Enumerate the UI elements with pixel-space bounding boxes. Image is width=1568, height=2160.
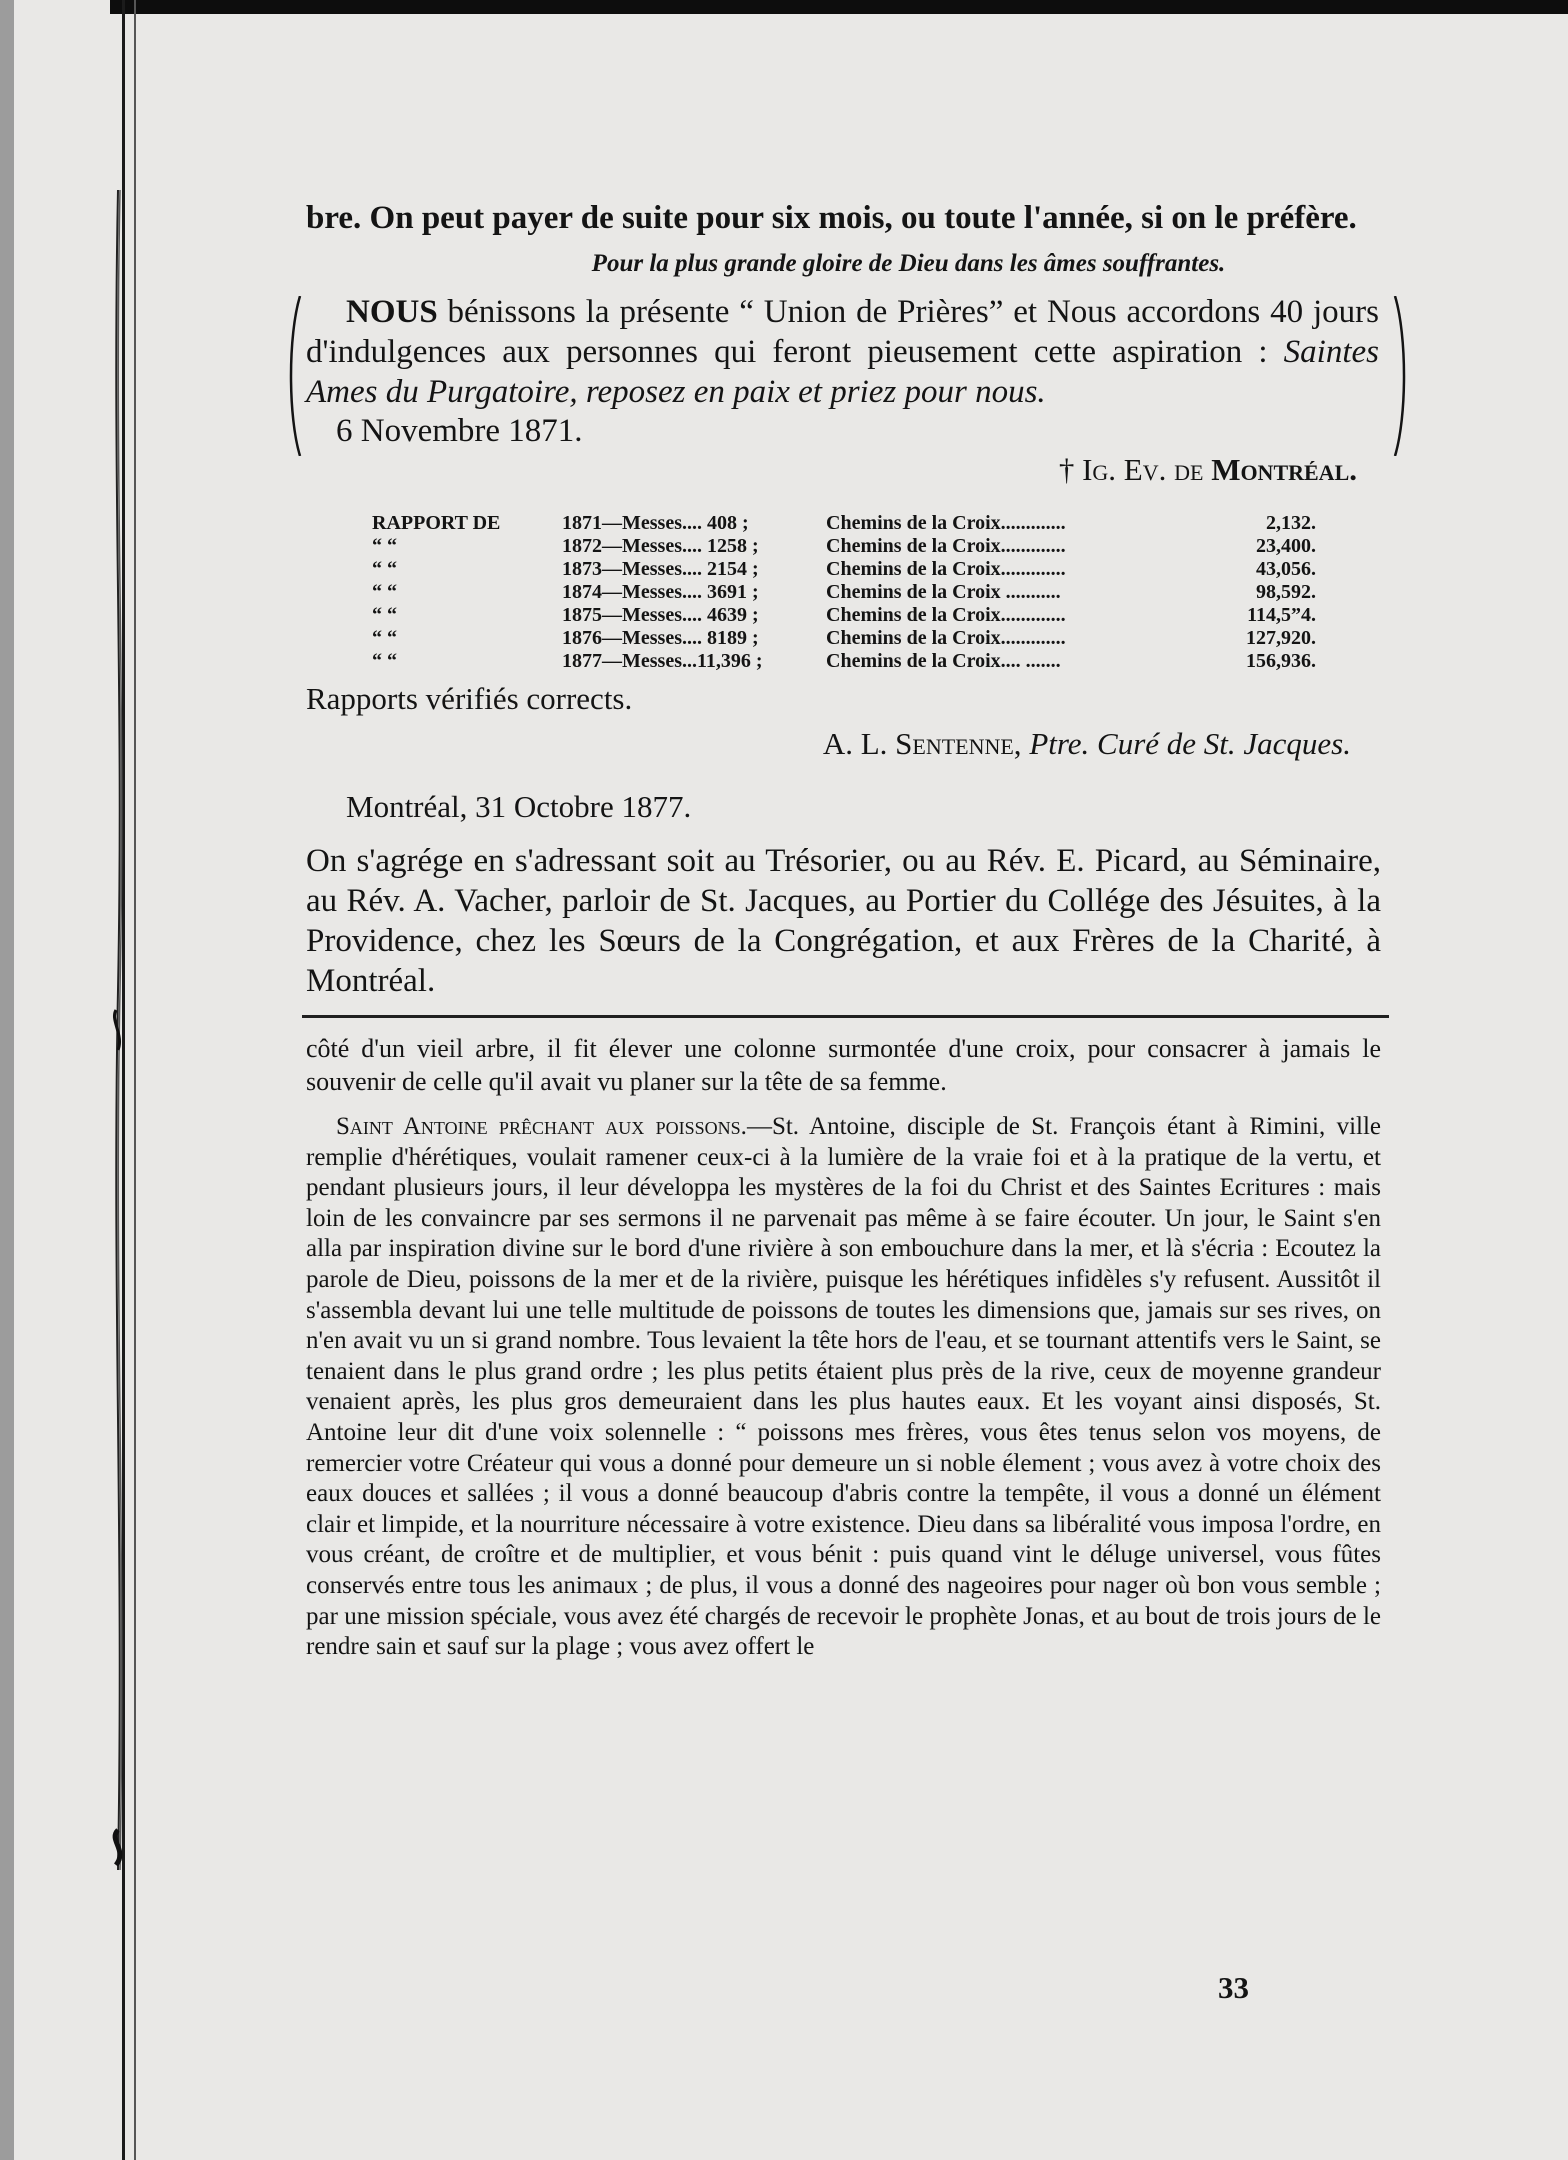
report-chemins: Chemins de la Croix............. xyxy=(826,558,1066,580)
cross-icon: † xyxy=(1058,452,1075,487)
signature-name: Montréal. xyxy=(1211,452,1357,487)
report-row xyxy=(372,604,1316,627)
report-label: “ “ xyxy=(372,581,397,603)
curate-signature xyxy=(306,723,1351,765)
report-chemins: Chemins de la Croix............. xyxy=(826,604,1066,626)
report-messes: 1871—Messes.... 408 ; xyxy=(562,512,749,534)
story-paragraph xyxy=(306,1112,1381,1663)
report-label: “ “ xyxy=(372,535,397,557)
left-bracket xyxy=(288,296,302,456)
report-value: 114,5”4. xyxy=(1247,604,1316,626)
blessing-lead: NOUS xyxy=(346,294,438,330)
scan-top-border xyxy=(110,0,1568,14)
report-messes: 1876—Messes.... 8189 ; xyxy=(562,627,759,649)
report-chemins: Chemins de la Croix ........... xyxy=(826,581,1061,603)
report-chemins: Chemins de la Croix............. xyxy=(826,535,1066,557)
story-intro: côté d'un vieil arbre, il fit élever une colonne surmontée d'une croix, pour consacrer à jamais le souvenir de celle qu'il avait vu planer sur la tête de sa femme. xyxy=(306,1034,1381,1096)
report-row xyxy=(372,581,1316,604)
signer-name: A. L. Sentenne, xyxy=(822,726,1022,761)
report-value: 2,132. xyxy=(1266,512,1316,534)
report-chemins: Chemins de la Croix.... ....... xyxy=(826,650,1061,672)
report-value: 98,592. xyxy=(1256,581,1316,603)
verified-line: Rapports vérifiés corrects. xyxy=(306,681,633,716)
page-number: 33 xyxy=(1218,1970,1249,2005)
top-paragraph: bre. On peut payer de suite pour six mois, ou toute l'année, si on le préfère. xyxy=(306,200,1357,236)
signer-title: Ptre. Curé de St. Jacques. xyxy=(1029,726,1351,761)
section-divider xyxy=(302,1015,1389,1018)
scan-left-edge xyxy=(0,0,14,2160)
report-value: 43,056. xyxy=(1256,558,1316,580)
blessing-text: bénissons la présente “ Union de Prières” et Nous accordons 40 jours d'indulgences aux personnes qui feront pieusement cette aspiration : xyxy=(306,294,1379,370)
report-label: “ “ xyxy=(372,558,397,580)
report-chemins: Chemins de la Croix............. xyxy=(826,627,1066,649)
report-value: 23,400. xyxy=(1256,535,1316,557)
signature-prefix: Ig. Ev. de xyxy=(1082,452,1204,487)
report-messes: 1872—Messes.... 1258 ; xyxy=(562,535,759,557)
report-table xyxy=(372,512,1316,673)
report-row xyxy=(372,512,1316,535)
binding-thread xyxy=(106,190,130,1870)
report-label: “ “ xyxy=(372,604,397,626)
right-bracket xyxy=(1393,296,1407,456)
blessing-paragraph xyxy=(306,292,1379,412)
report-value: 127,920. xyxy=(1246,627,1316,649)
story-heading: Saint Antoine prêchant aux poissons. xyxy=(336,1113,747,1140)
blessing-block xyxy=(294,292,1391,412)
report-row xyxy=(372,558,1316,581)
report-label: “ “ xyxy=(372,650,397,672)
bishop-signature xyxy=(306,450,1357,490)
blessing-date: 6 Novembre 1871. xyxy=(336,413,583,449)
report-messes: 1874—Messes.... 3691 ; xyxy=(562,581,759,603)
report-row xyxy=(372,627,1316,650)
report-row xyxy=(372,650,1316,673)
report-value: 156,936. xyxy=(1246,650,1316,672)
report-messes: 1875—Messes.... 4639 ; xyxy=(562,604,759,626)
agrege-paragraph: On s'agrége en s'adressant soit au Trésorier, ou au Rév. E. Picard, au Séminaire, au Rév. A. Vacher, parloir de St. Jacques, au Portier du Collége des Jésuites, à la Providence, chez les Sœurs de la Congrégation, et aux Frères de la Charité, à Montréal. xyxy=(306,843,1381,999)
montreal-date: Montréal, 31 Octobre 1877. xyxy=(346,789,692,824)
story-text: —St. Antoine, disciple de St. François étant à Rimini, ville remplie d'hérétiques, voulait ramener ceux-ci à la lumière de la vraie foi et à la pratique de la vertu, et pendant plusieurs jours, il leur développa les mystères de la foi du Christ et des Saintes Ecritures : mais loin de les convaincre par ses sermons il ne parvenait pas même à se faire écouter. Un jour, le Saint s'en alla par inspiration divine sur le bord d'une rivière à son embouchure dans la mer, et là s'écria : Ecoutez la parole de Dieu, poissons de la mer et de la rivière, puisque les hérétiques infidèles s'y refusent. Aussitôt il s'assembla devant lui une telle multitude de poissons de toutes les dimensions que, jamais sur ses rives, on n'en avait vu un si grand nombre. Tous levaient la tête hors de l'eau, et se tournant attentifs vers le Saint, se tenaient dans le plus grand ordre ; les plus petits étaient plus près de la rive, ceux de moyenne grandeur venaient après, les plus gros demeuraient dans les plus hautes eaux. Et les voyant ainsi disposés, St. Antoine leur dit d'une voix solennelle : “ poissons mes frères, vous êtes tenus selon vos moyens, de remercier votre Créateur qui vous a donné pour demeure un si noble élement ; vous avez à votre choix des eaux douces et sallées ; il vous a donné beaucoup d'abris contre la tempête, il vous a donné un élément clair et limpide, et la nourriture nécessaire à votre existence. Dieu dans sa libéralité vous imposa l'ordre, en vous créant, de croître et de multiplier, et vous bénit : puis quand vint le déluge universel, vous fûtes conservés entre tous les animaux ; de plus, il vous a donné des nageoires pour nager où bon vous semble ; par une mission spéciale, vous avez été chargés de recevoir le prophète Jonas, et au bout de trois jours de le rendre sain et sauf sur la plage ; vous avez offert le xyxy=(306,1113,1382,1661)
report-messes: 1873—Messes.... 2154 ; xyxy=(562,558,759,580)
page-text xyxy=(306,198,1381,1663)
report-chemins: Chemins de la Croix............. xyxy=(826,512,1066,534)
motto-line: Pour la plus grande gloire de Dieu dans les âmes souffrantes. xyxy=(591,250,1226,277)
report-row xyxy=(372,535,1316,558)
report-messes: 1877—Messes...11,396 ; xyxy=(562,650,763,672)
report-label: “ “ xyxy=(372,627,397,649)
report-label: RAPPORT DE xyxy=(372,512,501,534)
blessing-aspiration: Saintes Ames du Purgatoire, reposez en paix et priez pour nous. xyxy=(306,334,1379,410)
